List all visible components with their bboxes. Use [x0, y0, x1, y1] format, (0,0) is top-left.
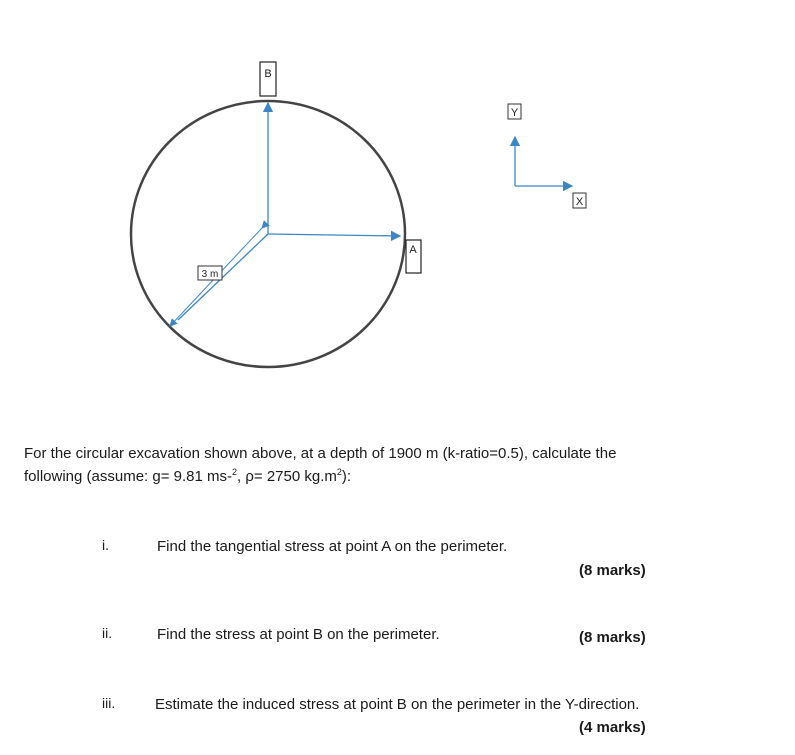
label-y: Y [510, 107, 519, 119]
question-2-text: Find the stress at point B on the perimeter. [157, 626, 440, 643]
question-2-number: ii. [102, 625, 113, 641]
question-1-number: i. [102, 537, 109, 553]
label-x: X [575, 196, 584, 208]
problem-line-2 [24, 463, 724, 486]
question-1-marks: (8 marks) [579, 562, 646, 579]
question-2-marks: (8 marks) [579, 629, 646, 646]
label-a: A [409, 244, 417, 256]
problem-line-2-suffix: ): [341, 468, 352, 485]
question-3-marks: (4 marks) [579, 719, 646, 736]
problem-line-2-prefix: following (assume: g= 9.81 ms- [24, 468, 233, 485]
problem-line-2-mid: , ρ= 2750 kg.m [237, 468, 337, 485]
exponent-1: 2 [232, 467, 238, 477]
problem-statement [24, 444, 724, 486]
arrow-to-a [268, 234, 400, 236]
exponent-2: 2 [336, 467, 342, 477]
label-b: B [264, 68, 272, 80]
problem-line-1: For the circular excavation shown above, at a depth of 1900 m (k-ratio=0.5), calculate the [24, 445, 617, 462]
question-3-text: Estimate the induced stress at point B on the perimeter in the Y-direction. [155, 696, 640, 713]
radius-label: 3 m [201, 269, 219, 280]
radius-line [178, 234, 268, 320]
question-3-number: iii. [102, 695, 116, 711]
question-1-text: Find the tangential stress at point A on the perimeter. [157, 538, 508, 555]
